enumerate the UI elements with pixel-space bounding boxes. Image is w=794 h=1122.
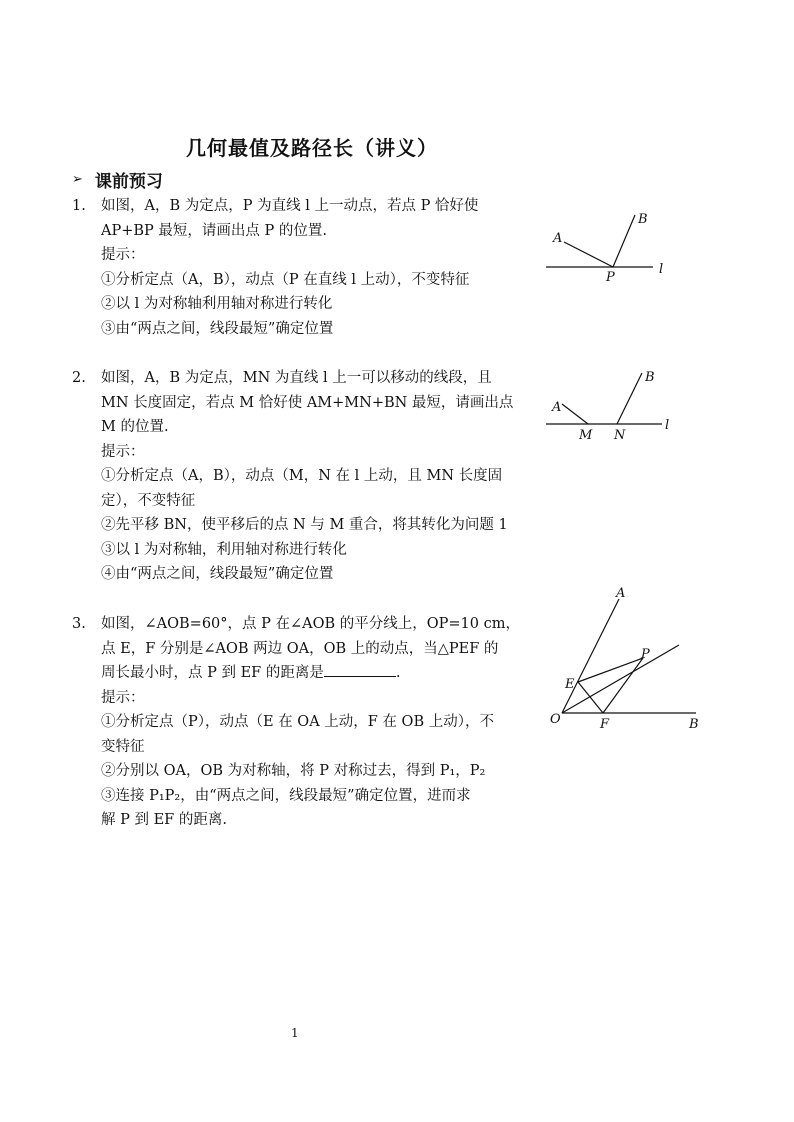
figure-1 [540,205,680,285]
hint-title: 提示： [101,689,145,706]
hint-item: 定），不变特征 [101,492,196,509]
hint-item: ①分析定点（P），动点（E 在 OA 上动，F 在 OB 上动），不 [101,714,494,730]
hint-title: 提示： [101,247,145,263]
hint-item: ①分析定点（A，B），动点（M，N 在 l 上动，且 MN 长度固 [101,468,503,484]
problem-1 [72,194,520,341]
problem-text: . [395,665,401,681]
problem-body [101,366,520,587]
problem-text-line: 如图，A，B 为定点，P 为直线 l 上一动点，若点 P 恰好使 [101,198,479,214]
segment-ef [578,682,603,713]
label-a: A [553,231,563,246]
page-title: 几何最值及路径长（讲义） [186,136,438,160]
label-f: F [600,717,610,732]
hint-item: ③以 l 为对称轴，利用轴对称进行转化 [101,541,347,558]
label-a: A [552,400,562,415]
label-p: P [606,270,615,285]
problem-number: 1. [72,198,86,214]
label-o: O [550,712,561,727]
problem-text-line: 如图，A，B 为定点，MN 为直线 l 上一可以移动的线段，且 [101,370,492,386]
label-e: E [565,677,575,692]
problem-text-line: M 的位置. [101,419,169,435]
section-title: 课前预习 [94,172,163,192]
label-b: B [689,717,699,732]
label-b: B [645,370,655,385]
hint-item: 解 P 到 EF 的距离. [101,812,227,828]
label-a: A [616,586,626,601]
segment-bp [613,215,635,267]
problem-text-line: 点 E，F 分别是∠AOB 两边 OA，OB 上的动点，当△PEF 的 [101,640,499,657]
problem-number: 2. [72,370,86,386]
hint-item: ②先平移 BN，使平移后的点 N 与 M 重合，将其转化为问题 1 [101,517,508,533]
hint-item: ②分别以 OA，OB 为对称轴，将 P 对称过去，得到 P₁，P₂ [101,763,486,779]
hint-item: 变特征 [101,738,145,755]
label-m: M [579,428,593,443]
problem-body [101,612,520,833]
figure-2 [540,366,680,446]
hint-title: 提示： [101,443,145,460]
section-heading [72,167,163,192]
label-l: l [659,262,664,277]
label-p: P [641,647,650,662]
problem-text-line: AP+BP 最短，请画出点 P 的位置. [101,222,327,239]
problem-number: 3. [72,616,86,632]
problem-body [101,194,520,341]
page-number: 1 [291,1026,299,1040]
hint-item: ④由“两点之间，线段最短”确定位置 [101,566,334,582]
segment-bn [617,373,642,424]
hint-item: ③由“两点之间，线段最短”确定位置 [101,320,334,337]
hint-item: ②以 l 为对称轴利用轴对称进行转化 [101,296,333,312]
hint-item: ③连接 P₁P₂，由“两点之间，线段最短”确定位置，进而求 [101,787,471,804]
hint-item: ①分析定点（A，B），动点（P 在直线 l 上动），不变特征 [101,271,470,288]
arrow-bullet-icon: ➢ [72,172,83,187]
problem-text-line: 如图，∠AOB=60°，点 P 在∠AOB 的平分线上，OP=10 cm， [101,616,520,632]
segment-am [562,404,588,424]
answer-blank[interactable] [324,662,396,677]
figure-3 [546,585,706,735]
problem-text-line-with-blank [101,661,520,686]
label-b: B [638,212,648,227]
label-l: l [665,418,670,433]
problem-3 [72,612,520,833]
problem-text: 周长最小时，点 P 到 EF 的距离是 [101,665,324,681]
problem-text-line: MN 长度固定，若点 M 恰好使 AM+MN+BN 最短，请画出点 [101,394,514,411]
problem-2 [72,366,520,587]
segment-ap [564,242,613,267]
label-n: N [614,428,626,443]
